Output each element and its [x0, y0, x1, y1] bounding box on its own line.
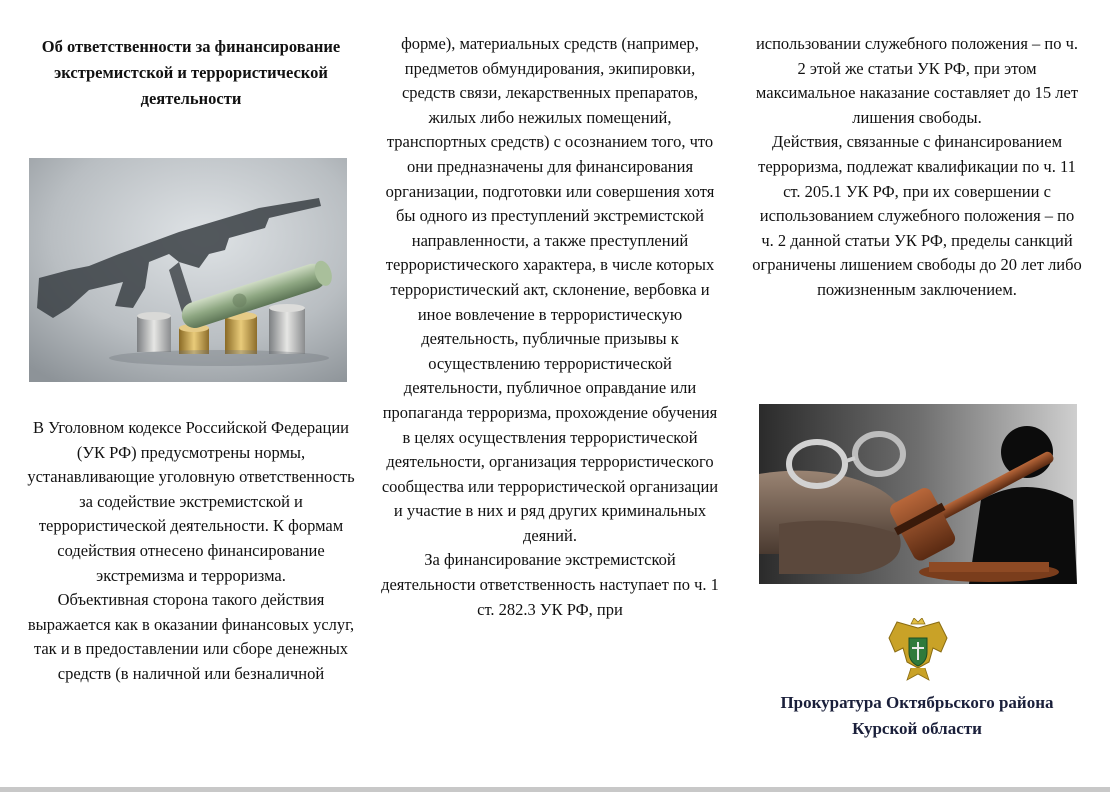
handcuffs-gavel-photo — [759, 404, 1077, 584]
organization-line-1: Прокуратура Октябрьского района — [780, 693, 1054, 712]
prosecutor-emblem-icon — [885, 618, 951, 684]
column-right — [752, 32, 1082, 303]
organization-name — [752, 690, 1082, 742]
brochure-title: Об ответственности за финансирование экстремистской и террористической деятельности — [41, 37, 341, 108]
objective-paragraph: Объективная сторона такого действия выражается как в оказании финансовых услуг, так и в предоставлении или сборе денежных средств (в наличной или безналичной — [27, 590, 355, 683]
column-left — [26, 0, 356, 112]
rifle-money-photo — [29, 158, 347, 382]
official-position-paragraph: использовании служебного положения – по ч. 2 этой же статьи УК РФ, при этом максимальное наказание составляет до 15 лет лишения свободы. — [755, 34, 1079, 127]
bottom-divider — [0, 787, 1110, 792]
terrorism-financing-paragraph: Действия, связанные с финансированием терроризма, подлежат квалификации по ч. 11 ст. 205.1 УК РФ, при их совершении с использованием служебного положения – по ч. 2 данной статьи УК РФ, пределы санкций ограничены лишением свободы до 20 лет либо пожизненным заключением. — [752, 132, 1082, 299]
extremism-liability-paragraph: За финансирование экстремистской деятельности ответственность наступает по ч. 1 ст. 282.3 УК РФ, при — [381, 550, 719, 619]
handcuffs-gavel-illustration — [759, 404, 1077, 584]
column-left-text — [26, 416, 356, 687]
column-middle — [380, 32, 720, 622]
funding-forms-paragraph: форме), материальных средств (например, предметов обмундирования, экипировки, средств связи, лекарственных препаратов, жилых либо нежилых помещений, транспортных средств) с осознанием того, что они предназначены для финансирования организации, подготовки или совершения хотя бы одного из преступлений экстремистской направленности, а также преступлений террористического характера, в числе которых террористический акт, склонение, вербовка и иное вовлечение в террористическую деятельность, публичные призывы к осуществлению террористической деятельности, публичное оправдание или пропаганда терроризма, прохождение обучения в целях осуществления террористической деятельности, организация террористического сообщества или террористической организации и участие в них и ряд других криминальных деяний. — [381, 34, 719, 545]
rifle-money-illustration — [29, 158, 347, 382]
intro-paragraph: В Уголовном кодексе Российской Федерации (УК РФ) предусмотрены нормы, устанавливающие уголовную ответственность за содействие экстремистской и террористической деятельности. К формам содействия отнесено финансирование экстремизма и терроризма. — [27, 418, 355, 585]
organization-line-2: Курской области — [852, 719, 982, 738]
